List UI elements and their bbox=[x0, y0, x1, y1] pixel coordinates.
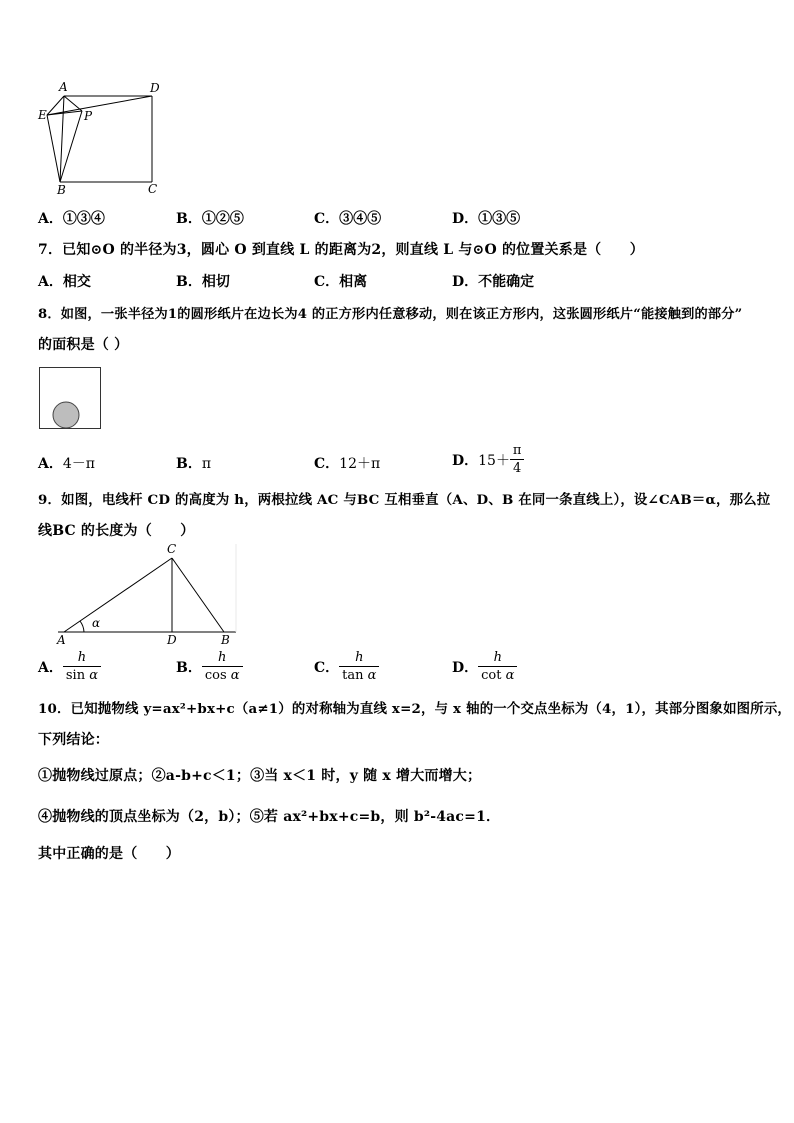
label-alpha: α bbox=[92, 616, 101, 630]
q6-option-a[interactable]: A．①③④ bbox=[38, 211, 105, 227]
label-P: P bbox=[84, 109, 93, 123]
label-B: B bbox=[57, 183, 66, 197]
q7-stem: 7．已知⊙O 的半径为3，圆心 O 到直线 L 的距离为2，则直线 L 与⊙O 的位置关系是（ ） bbox=[38, 242, 644, 258]
q6-option-c[interactable]: C．③④⑤ bbox=[314, 211, 382, 227]
segment-BC bbox=[172, 558, 224, 632]
angle-alpha-arc bbox=[80, 621, 84, 632]
q10-stem-line2: 下列结论： bbox=[38, 732, 109, 748]
q8-figure bbox=[38, 366, 104, 432]
label-D: D bbox=[167, 633, 177, 647]
q9-stem-line2: 线BC 的长度为（ ） bbox=[38, 523, 195, 539]
q6-option-d[interactable]: D．①③⑤ bbox=[452, 211, 521, 227]
label-A: A bbox=[57, 633, 66, 647]
q8-stem-line1: 8．如图，一张半径为1的圆形纸片在边长为4 的正方形内任意移动，则在该正方形内，这张圆形纸片“能接触到的部分” bbox=[38, 307, 743, 322]
q8-option-a[interactable]: A．4－π bbox=[38, 456, 95, 472]
label-C: C bbox=[167, 542, 177, 556]
segment-EB bbox=[47, 115, 60, 182]
label-E: E bbox=[38, 108, 47, 122]
q8-stem-line2: 的面积是（ ） bbox=[38, 337, 129, 353]
q10-stem-line1: 10．已知抛物线 y=ax²+bx+c（a≠1）的对称轴为直线 x=2，与 x 轴的一个交点坐标为（4，1），其部分图象如图所示， bbox=[38, 701, 792, 717]
q7-option-a[interactable]: A．相交 bbox=[38, 274, 91, 290]
label-A: A bbox=[59, 80, 68, 94]
q6-option-b[interactable]: B．①②⑤ bbox=[176, 211, 244, 227]
label-B: B bbox=[221, 633, 230, 647]
q6-figure bbox=[30, 78, 170, 200]
q7-option-b[interactable]: B．相切 bbox=[176, 274, 230, 290]
fraction: $\frac{\pi}{4}$ bbox=[510, 443, 524, 477]
q9-stem-line1: 9．如图，电线杆 CD 的高度为 h，两根拉线 AC 与BC 互相垂直（A、D、B 在同一条直线上），设∠CAB＝α，那么拉 bbox=[38, 492, 771, 508]
q7-option-d[interactable]: D．不能确定 bbox=[452, 274, 535, 290]
q9-option-c[interactable]: C． $\frac{h}{\text{tan α}}$ bbox=[314, 650, 379, 684]
label-D: D bbox=[150, 81, 160, 95]
q10-statement-line2: ④抛物线的顶点坐标为（2，b）；⑤若 ax²+bx+c=b，则 b²-4ac=1． bbox=[38, 809, 501, 825]
segment-AP bbox=[64, 96, 82, 111]
q8-option-c[interactable]: C．12＋π bbox=[314, 456, 381, 472]
q10-question: 其中正确的是（ ） bbox=[38, 846, 180, 862]
q9-option-b[interactable]: B． $\frac{h}{\text{cos α}}$ bbox=[176, 650, 243, 684]
q7-option-c[interactable]: C．相离 bbox=[314, 274, 368, 290]
q9-figure bbox=[50, 540, 242, 648]
q9-option-a[interactable]: A． $\frac{h}{\text{sin α}}$ bbox=[38, 650, 101, 684]
q10-statement-line1: ①抛物线过原点；②a-b+c＜1；③当 x＜1 时，y 随 x 增大而增大； bbox=[38, 768, 482, 784]
q8-option-b[interactable]: B．π bbox=[176, 456, 212, 472]
segment-AB bbox=[60, 96, 64, 182]
circle-paper-shape bbox=[53, 402, 79, 428]
segment-ED bbox=[47, 96, 152, 115]
label-C: C bbox=[148, 182, 158, 196]
q8-option-d[interactable]: D．15＋ $\frac{\pi}{4}$ bbox=[452, 443, 524, 477]
q9-option-d[interactable]: D． $\frac{h}{\text{cot α}}$ bbox=[452, 650, 517, 684]
